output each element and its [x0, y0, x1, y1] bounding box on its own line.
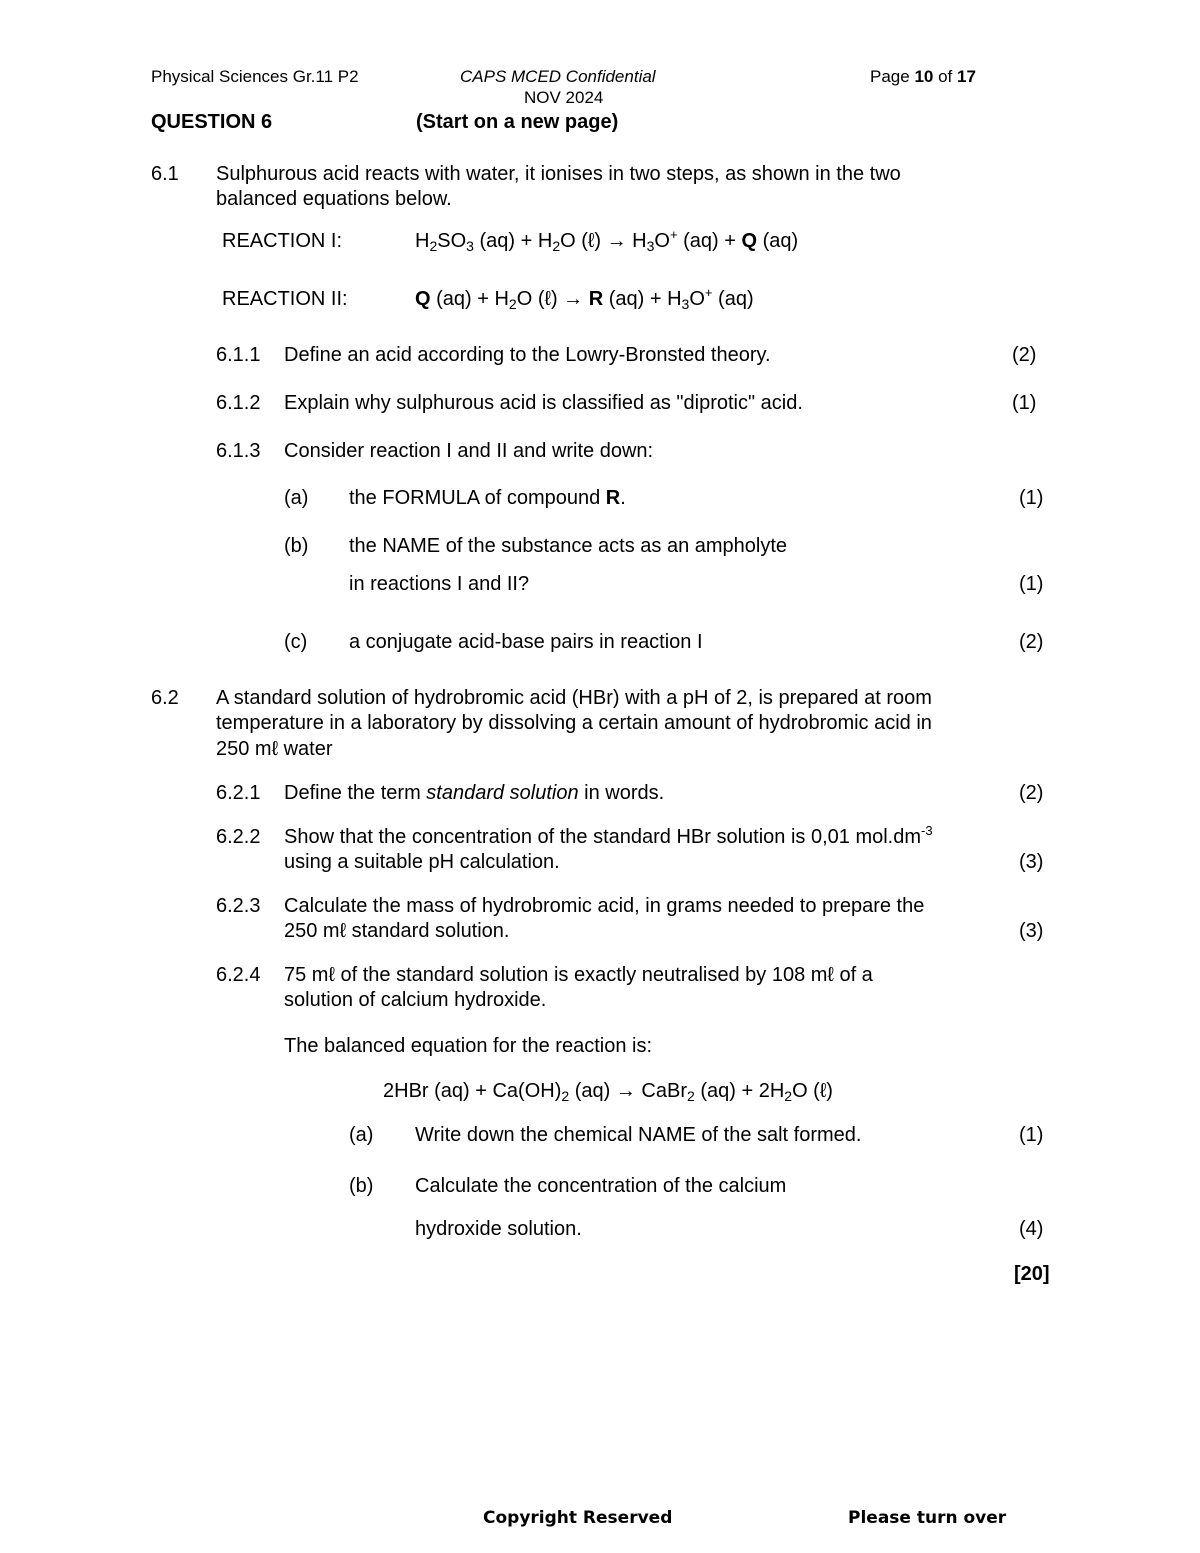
q613a-text: the FORMULA of compound R.: [349, 487, 626, 509]
q624-number: 6.2.4: [216, 964, 261, 986]
q61-intro-line2: balanced equations below.: [216, 188, 452, 210]
q622-marks: (3): [1019, 851, 1044, 873]
q623-number: 6.2.3: [216, 895, 261, 917]
q624-line1: 75 mℓ of the standard solution is exactly neutralised by 108 mℓ of a: [284, 964, 873, 986]
q624-line3: The balanced equation for the reaction is:: [284, 1035, 653, 1057]
q623-marks: (3): [1019, 920, 1044, 942]
q623-line1: Calculate the mass of hydrobromic acid, in grams needed to prepare the: [284, 895, 925, 917]
q613-text: Consider reaction I and II and write down:: [284, 440, 654, 462]
q613a-marks: (1): [1019, 487, 1044, 509]
q613c-label: (c): [284, 631, 308, 653]
header-confidential: CAPS MCED Confidential: [460, 67, 656, 86]
q62-intro-line3: 250 mℓ water: [216, 738, 333, 760]
q622-line1: Show that the concentration of the standard HBr solution is 0,01 $mol.dm^{-3}$: [284, 823, 933, 848]
q611-text: Define an acid according to the Lowry-Bronsted theory.: [284, 344, 771, 366]
q624a-text: Write down the chemical NAME of the salt formed.: [415, 1124, 862, 1146]
q621-number: 6.2.1: [216, 782, 261, 804]
reaction2-label: REACTION II:: [222, 288, 348, 310]
header-subject: Physical Sciences Gr.11 P2: [151, 67, 359, 86]
q62-intro-line2: temperature in a laboratory by dissolving a certain amount of hydrobromic acid in: [216, 712, 932, 734]
q622-line2: using a suitable pH calculation.: [284, 851, 560, 873]
header-page-number: Page 10 of 17: [870, 67, 976, 86]
q624b-marks: (4): [1019, 1218, 1044, 1240]
q612-text: Explain why sulphurous acid is classified as "diprotic" acid.: [284, 392, 803, 414]
q613c-marks: (2): [1019, 631, 1044, 653]
q624a-marks: (1): [1019, 1124, 1044, 1146]
q613b-line1: the NAME of the substance acts as an ampholyte: [349, 535, 788, 557]
footer-copyright: Copyright Reserved: [483, 1508, 673, 1528]
q613a-label: (a): [284, 487, 309, 509]
q623-line2: 250 mℓ standard solution.: [284, 920, 510, 942]
reaction1-label: REACTION I:: [222, 230, 343, 252]
q613-number: 6.1.3: [216, 440, 261, 462]
q624b-label: (b): [349, 1175, 374, 1197]
q624-line2: solution of calcium hydroxide.: [284, 989, 547, 1011]
reaction1-equation: $H_2SO_3$ $(aq) + H_2O$ (ℓ) → $H_3O^+$ (aq) + Q (aq): [415, 227, 799, 254]
q613b-line2: in reactions I and II?: [349, 573, 530, 595]
q624b-line1: Calculate the concentration of the calcium: [415, 1175, 787, 1197]
q624b-line2: hydroxide solution.: [415, 1218, 582, 1240]
q612-number: 6.1.2: [216, 392, 261, 414]
question-note: (Start on a new page): [416, 111, 619, 133]
question-total-marks: [20]: [1014, 1263, 1050, 1285]
q622-number: 6.2.2: [216, 826, 261, 848]
q621-marks: (2): [1019, 782, 1044, 804]
q613c-text: a conjugate acid-base pairs in reaction I: [349, 631, 703, 653]
q61-number: 6.1: [151, 163, 179, 185]
reaction2-equation: Q $(aq) + H_2O$ (ℓ) → R $(aq) + H_3O^+$ (aq): [415, 285, 754, 312]
q612-marks: (1): [1012, 392, 1037, 414]
q61-intro-line1: Sulphurous acid reacts with water, it ionises in two steps, as shown in the two: [216, 163, 901, 185]
q62-number: 6.2: [151, 687, 179, 709]
question-title: QUESTION 6: [151, 111, 273, 133]
header-date: NOV 2024: [524, 88, 604, 107]
q611-number: 6.1.1: [216, 344, 261, 366]
q62-intro-line1: A standard solution of hydrobromic acid (HBr) with a pH of 2, is prepared at room: [216, 687, 932, 709]
q613b-label: (b): [284, 535, 309, 557]
neutralisation-equation: 2HBr $(aq) + Ca(OH)_2$ (aq) → CaBr$_2$ $(aq) + 2H_2O$ (ℓ): [383, 1080, 833, 1104]
q621-text: Define the term standard solution in words.: [284, 782, 665, 804]
q611-marks: (2): [1012, 344, 1037, 366]
q613b-marks: (1): [1019, 573, 1044, 595]
footer-turn-over: Please turn over: [848, 1508, 1007, 1528]
q624a-label: (a): [349, 1124, 374, 1146]
